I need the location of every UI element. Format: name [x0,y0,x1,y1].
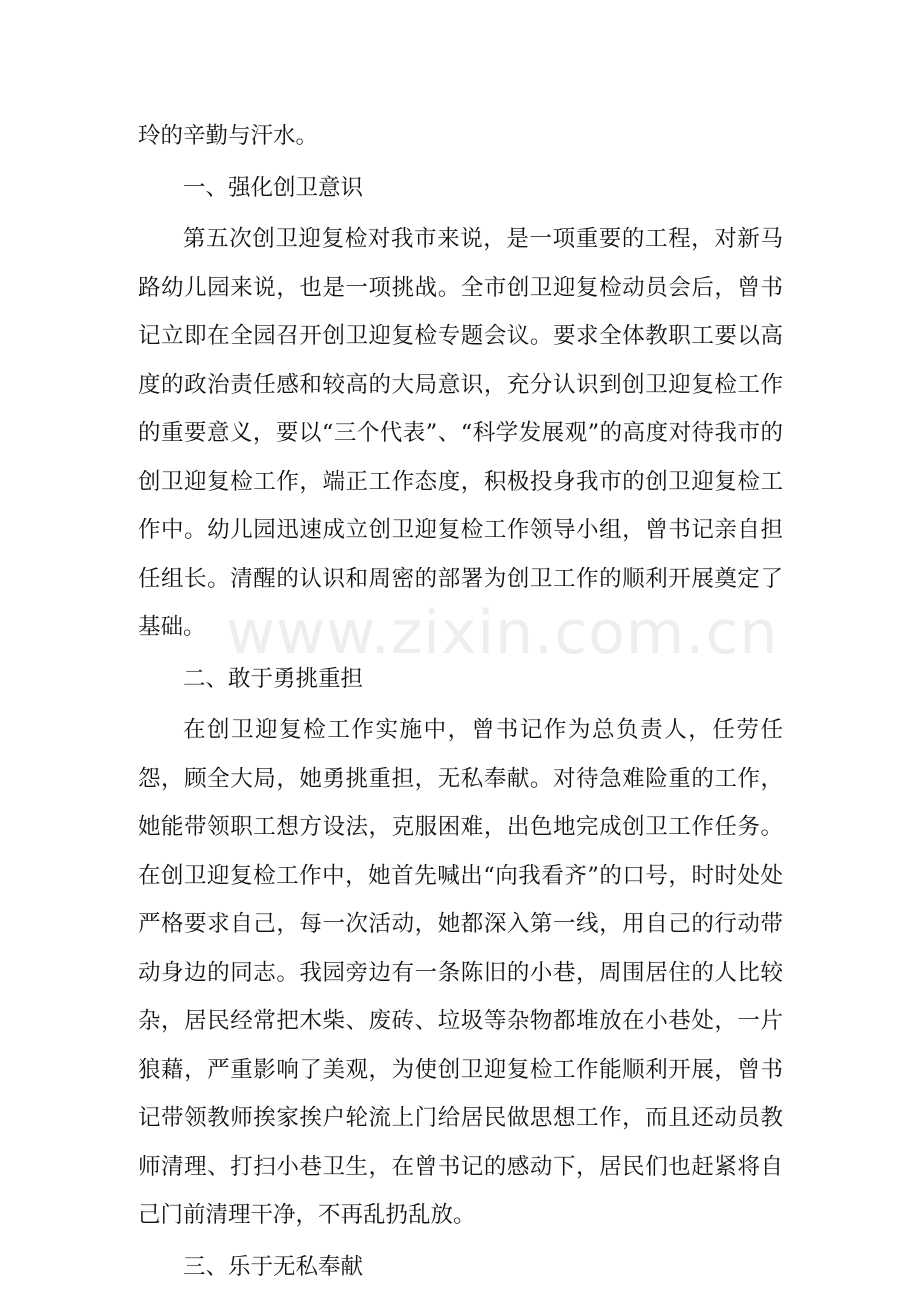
paragraph-continuation: 玲的辛勤与汗水。 [138,123,319,149]
watermark-text: www.zixin.com.cn [226,598,779,668]
section-heading-1: 一、强化创卫意识 [183,174,364,201]
document-body [138,112,783,1294]
paragraph-section-2: 在创卫迎复检工作实施中，曾书记作为总负责人，任劳任怨，顾全大局，她勇挑重担，无私奉献。对待急难险重的工作，她能带领职工想方设法，克服困难，出色地完成创卫工作任务。在创卫迎复检工作中，她首先喊出“向我看齐”的口号，时时处处严格要求自己，每一次活动，她都深入第一线，用自己的行动带动身边的同志。我园旁边有一条陈旧的小巷，周围居住的人比较杂，居民经常把木柴、废砖、垃圾等杂物都堆放在小巷处，一片狼藉，严重影响了美观，为使创卫迎复检工作能顺利开展，曾书记带领教师挨家挨户轮流上门给居民做思想工作，而且还动员教师清理、打扫小巷卫生，在曾书记的感动下，居民们也赶紧将自己门前清理干净，不再乱扔乱放。 [138,717,783,1228]
section-heading-2: 二、敢于勇挑重担 [183,665,364,692]
paragraph-section-1: 第五次创卫迎复检对我市来说，是一项重要的工程，对新马路幼儿园来说，也是一项挑战。全市创卫迎复检动员会后，曾书记立即在全园召开创卫迎复检专题会议。要求全体教职工要以高度的政治责任感和较高的大局意识，充分认识到创卫迎复检工作的重要意义，要以“三个代表”、“科学发展观”的高度对待我市的创卫迎复检工作，端正工作态度，积极投身我市的创卫迎复检工作中。幼儿园迅速成立创卫迎复检工作领导小组，曾书记亲自担任组长。清醒的认识和周密的部署为创卫工作的顺利开展奠定了基础。 [138,226,783,640]
section-heading-3: 三、乐于无私奉献 [183,1253,364,1280]
